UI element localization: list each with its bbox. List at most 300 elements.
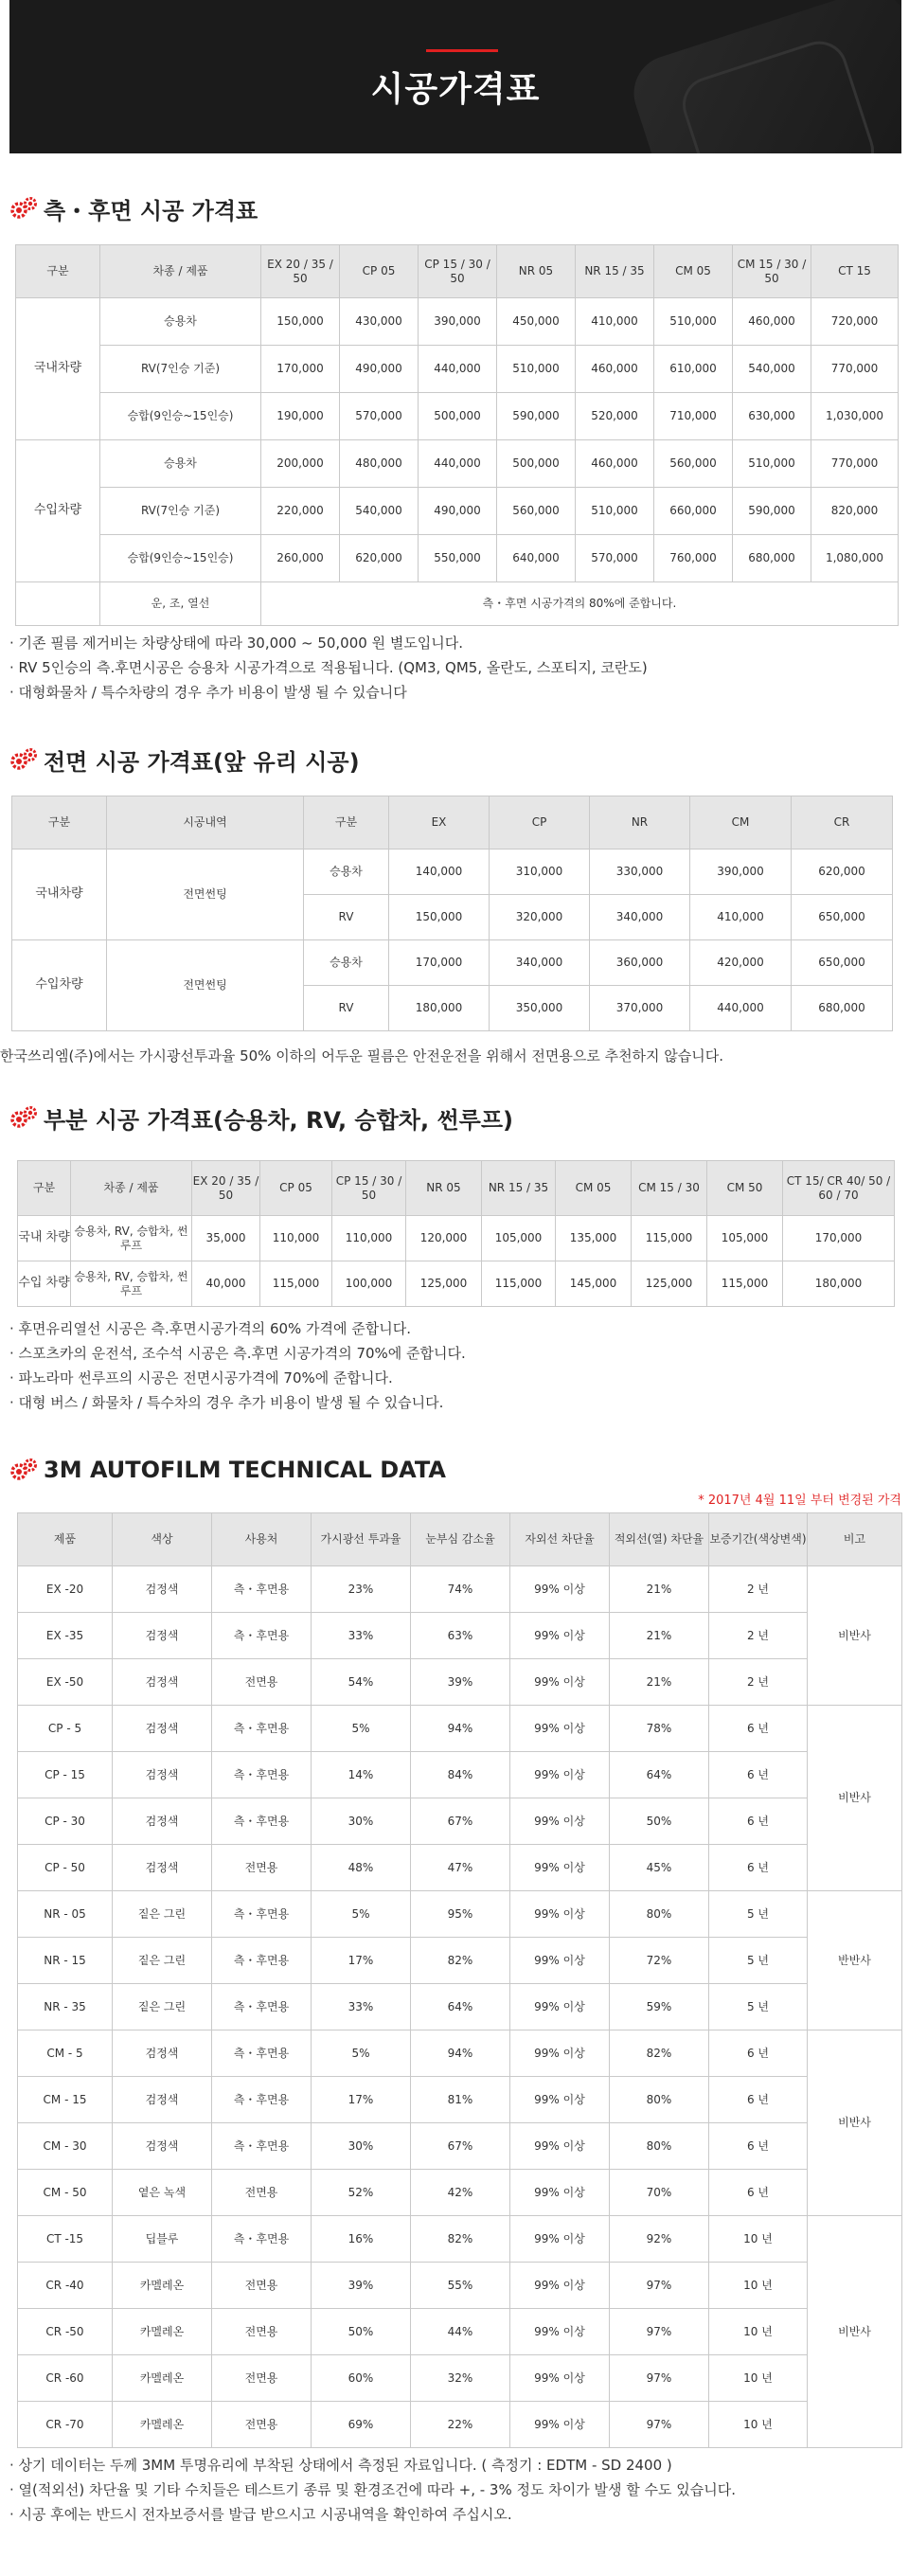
data-cell: 10 년: [709, 2263, 808, 2309]
data-cell: 전면용: [212, 2170, 312, 2216]
data-cell: 5%: [312, 1706, 411, 1752]
data-cell: 전면용: [212, 2263, 312, 2309]
price-cell: 460,000: [576, 346, 654, 393]
price-cell: 560,000: [497, 488, 576, 535]
vehicle-type: 승용차: [304, 850, 389, 895]
column-header: NR 05: [497, 245, 576, 298]
data-cell: 64%: [411, 1984, 510, 2030]
vehicle-type: 승합(9인승~15인승): [100, 535, 261, 582]
price-cell: 500,000: [497, 440, 576, 488]
price-cell: 720,000: [811, 298, 899, 346]
data-cell: 17%: [312, 1938, 411, 1984]
price-cell: 490,000: [419, 488, 497, 535]
remark-cell: 비반사: [808, 2030, 902, 2216]
data-cell: 카멜레온: [113, 2263, 212, 2309]
vehicle-type: 승용차, RV, 승합차, 썬루프: [71, 1216, 192, 1261]
vehicle-type: RV(7인승 기준): [100, 346, 261, 393]
table-row: [18, 1984, 902, 2030]
data-cell: 30%: [312, 1798, 411, 1845]
data-cell: CR -40: [18, 2263, 113, 2309]
table-row: [16, 535, 899, 582]
data-cell: 97%: [610, 2355, 709, 2402]
data-cell: CM - 15: [18, 2077, 113, 2123]
section-front-heading: [9, 743, 360, 776]
price-cell: 420,000: [690, 940, 792, 986]
price-cell: 180,000: [389, 986, 490, 1031]
data-cell: 39%: [312, 2263, 411, 2309]
price-cell: 260,000: [261, 535, 340, 582]
data-cell: 검정색: [113, 2030, 212, 2077]
data-cell: 14%: [312, 1752, 411, 1798]
price-cell: 170,000: [783, 1216, 895, 1261]
data-cell: 92%: [610, 2216, 709, 2263]
data-cell: 10 년: [709, 2216, 808, 2263]
price-cell: 115,000: [707, 1261, 783, 1307]
column-header: 비고: [808, 1513, 902, 1566]
group-label: 수입 차량: [18, 1261, 71, 1307]
data-cell: 6 년: [709, 1798, 808, 1845]
data-cell: 카멜레온: [113, 2402, 212, 2448]
price-cell: 590,000: [733, 488, 811, 535]
work-type: 전면썬팅: [107, 850, 304, 940]
data-cell: 99% 이상: [510, 2030, 610, 2077]
data-cell: 5%: [312, 1891, 411, 1938]
data-cell: 측・후면용: [212, 2030, 312, 2077]
table-row: [18, 2309, 902, 2355]
data-cell: 측・후면용: [212, 1938, 312, 1984]
column-header: EX: [389, 796, 490, 850]
data-cell: 99% 이상: [510, 1938, 610, 1984]
data-cell: 99% 이상: [510, 2309, 610, 2355]
note-line: · 대형화물차 / 특수차량의 경우 추가 비용이 발생 될 수 있습니다: [9, 684, 407, 701]
price-cell: 410,000: [576, 298, 654, 346]
data-cell: 84%: [411, 1752, 510, 1798]
price-cell: 570,000: [576, 535, 654, 582]
column-header: 구분: [16, 245, 100, 298]
data-cell: 63%: [411, 1613, 510, 1659]
column-header: CT 15: [811, 245, 899, 298]
data-cell: 80%: [610, 1891, 709, 1938]
header-row: [12, 796, 893, 850]
extra-note: 측・후면 시공가격의 80%에 준합니다.: [261, 582, 899, 626]
data-cell: 99% 이상: [510, 2402, 610, 2448]
column-header: CM 05: [654, 245, 733, 298]
data-cell: CT -15: [18, 2216, 113, 2263]
data-cell: 39%: [411, 1659, 510, 1706]
price-cell: 550,000: [419, 535, 497, 582]
data-cell: 55%: [411, 2263, 510, 2309]
data-cell: 74%: [411, 1566, 510, 1613]
section-side-title: 측・후면 시공 가격표: [44, 197, 258, 224]
price-cell: 110,000: [260, 1216, 332, 1261]
data-cell: 99% 이상: [510, 1659, 610, 1706]
note-line: · 스포츠카의 운전석, 조수석 시공은 측.후면 시공가격의 70%에 준합니다.: [9, 1345, 466, 1362]
vehicle-type: RV: [304, 986, 389, 1031]
column-header: CM 05: [556, 1161, 632, 1216]
data-cell: 32%: [411, 2355, 510, 2402]
data-cell: 94%: [411, 2030, 510, 2077]
column-header: NR: [590, 796, 690, 850]
price-cell: 540,000: [733, 346, 811, 393]
price-cell: 200,000: [261, 440, 340, 488]
gears-icon: [9, 1105, 40, 1130]
column-header: CP 15 / 30 / 50: [332, 1161, 406, 1216]
data-cell: 99% 이상: [510, 1752, 610, 1798]
table-row: [12, 940, 893, 986]
data-cell: 5 년: [709, 1984, 808, 2030]
data-cell: EX -50: [18, 1659, 113, 1706]
table-row: [18, 1216, 895, 1261]
price-cell: 660,000: [654, 488, 733, 535]
price-cell: 770,000: [811, 440, 899, 488]
header-row: [18, 1513, 902, 1566]
price-cell: 540,000: [340, 488, 419, 535]
data-cell: 측・후면용: [212, 2077, 312, 2123]
column-header: 사용처: [212, 1513, 312, 1566]
data-cell: 82%: [411, 1938, 510, 1984]
column-header: NR 15 / 35: [576, 245, 654, 298]
data-cell: 94%: [411, 1706, 510, 1752]
price-cell: 410,000: [690, 895, 792, 940]
note-line: · 후면유리열선 시공은 측.후면시공가격의 60% 가격에 준합니다.: [9, 1320, 412, 1337]
note-line: · 파노라마 썬루프의 시공은 전면시공가격에 70%에 준합니다.: [9, 1369, 393, 1386]
data-cell: CR -50: [18, 2309, 113, 2355]
data-cell: 6 년: [709, 2030, 808, 2077]
gears-icon: [9, 747, 40, 772]
price-cell: 115,000: [260, 1261, 332, 1307]
price-cell: 115,000: [632, 1216, 707, 1261]
price-cell: 450,000: [497, 298, 576, 346]
data-cell: 6 년: [709, 1845, 808, 1891]
data-cell: 검정색: [113, 1566, 212, 1613]
price-cell: 680,000: [792, 986, 893, 1031]
blank-cell: [16, 582, 100, 626]
data-cell: NR - 05: [18, 1891, 113, 1938]
data-cell: CM - 5: [18, 2030, 113, 2077]
data-cell: 67%: [411, 2123, 510, 2170]
price-cell: 440,000: [690, 986, 792, 1031]
table-row: [18, 1706, 902, 1752]
price-cell: 170,000: [389, 940, 490, 986]
price-cell: 480,000: [340, 440, 419, 488]
price-cell: 630,000: [733, 393, 811, 440]
data-cell: 옅은 녹색: [113, 2170, 212, 2216]
data-cell: 99% 이상: [510, 2216, 610, 2263]
table-row: [16, 488, 899, 535]
price-cell: 105,000: [707, 1216, 783, 1261]
price-cell: 430,000: [340, 298, 419, 346]
data-cell: 99% 이상: [510, 2123, 610, 2170]
data-cell: 전면용: [212, 1659, 312, 1706]
table-row: [18, 2402, 902, 2448]
price-cell: 100,000: [332, 1261, 406, 1307]
data-cell: 69%: [312, 2402, 411, 2448]
table-row: [18, 1798, 902, 1845]
header-row: [16, 245, 899, 298]
table-row: [18, 1613, 902, 1659]
data-cell: 측・후면용: [212, 2123, 312, 2170]
table-row: [18, 1938, 902, 1984]
price-cell: 330,000: [590, 850, 690, 895]
data-cell: 47%: [411, 1845, 510, 1891]
vehicle-type: 승용차: [100, 440, 261, 488]
vehicle-type: 승용차: [100, 298, 261, 346]
data-cell: 짙은 그린: [113, 1984, 212, 2030]
data-cell: CM - 50: [18, 2170, 113, 2216]
table-row: [18, 2355, 902, 2402]
data-cell: 54%: [312, 1659, 411, 1706]
data-cell: 5 년: [709, 1938, 808, 1984]
data-cell: 짙은 그린: [113, 1891, 212, 1938]
data-cell: CR -70: [18, 2402, 113, 2448]
column-header: CT 15/ CR 40/ 50 / 60 / 70: [783, 1161, 895, 1216]
price-cell: 125,000: [406, 1261, 482, 1307]
column-header: CP 05: [260, 1161, 332, 1216]
work-type: 전면썬팅: [107, 940, 304, 1031]
data-cell: 45%: [610, 1845, 709, 1891]
table-row: [16, 298, 899, 346]
data-cell: 50%: [312, 2309, 411, 2355]
data-cell: NR - 35: [18, 1984, 113, 2030]
vehicle-type: RV(7인승 기준): [100, 488, 261, 535]
column-header: 차종 / 제품: [71, 1161, 192, 1216]
data-cell: 6 년: [709, 2123, 808, 2170]
data-cell: 99% 이상: [510, 1613, 610, 1659]
price-cell: 110,000: [332, 1216, 406, 1261]
data-cell: 64%: [610, 1752, 709, 1798]
column-header: 보증기간(색상변색): [709, 1513, 808, 1566]
data-cell: 카멜레온: [113, 2309, 212, 2355]
data-cell: 97%: [610, 2402, 709, 2448]
data-cell: NR - 15: [18, 1938, 113, 1984]
table-row: [18, 1752, 902, 1798]
side-price-table: [15, 244, 899, 626]
price-cell: 510,000: [576, 488, 654, 535]
price-cell: 360,000: [590, 940, 690, 986]
partial-notes: [9, 1316, 466, 1415]
data-cell: 딥블루: [113, 2216, 212, 2263]
data-cell: 82%: [411, 2216, 510, 2263]
data-cell: 검정색: [113, 1706, 212, 1752]
price-cell: 145,000: [556, 1261, 632, 1307]
data-cell: 60%: [312, 2355, 411, 2402]
banner-accent-line: [426, 49, 498, 52]
price-cell: 820,000: [811, 488, 899, 535]
data-cell: 99% 이상: [510, 1891, 610, 1938]
table-row: [16, 346, 899, 393]
data-cell: 2 년: [709, 1613, 808, 1659]
data-cell: 10 년: [709, 2402, 808, 2448]
column-header: 차종 / 제품: [100, 245, 261, 298]
price-cell: 520,000: [576, 393, 654, 440]
table-row: [18, 2170, 902, 2216]
column-header: 색상: [113, 1513, 212, 1566]
data-cell: 측・후면용: [212, 1566, 312, 1613]
data-cell: 전면용: [212, 1845, 312, 1891]
group-label: 국내차량: [16, 298, 100, 440]
price-cell: 590,000: [497, 393, 576, 440]
price-cell: 190,000: [261, 393, 340, 440]
data-cell: CP - 50: [18, 1845, 113, 1891]
price-cell: 440,000: [419, 346, 497, 393]
data-cell: 짙은 그린: [113, 1938, 212, 1984]
section-side-heading: [9, 192, 258, 224]
price-cell: 510,000: [733, 440, 811, 488]
column-header: 자외선 차단율: [510, 1513, 610, 1566]
data-cell: 82%: [610, 2030, 709, 2077]
price-cell: 180,000: [783, 1261, 895, 1307]
data-cell: 검정색: [113, 2077, 212, 2123]
data-cell: CR -60: [18, 2355, 113, 2402]
price-cell: 310,000: [490, 850, 590, 895]
note-line: · 시공 후에는 반드시 전자보증서를 발급 받으시고 시공내역을 확인하여 주십시오.: [9, 2506, 512, 2523]
price-cell: 710,000: [654, 393, 733, 440]
data-cell: CP - 15: [18, 1752, 113, 1798]
front-note: 한국쓰리엠(주)에서는 가시광선투과율 50% 이하의 어두운 필름은 안전운전을 위해서 전면용으로 추천하지 않습니다.: [0, 1047, 724, 1064]
data-cell: EX -20: [18, 1566, 113, 1613]
data-cell: 5%: [312, 2030, 411, 2077]
data-cell: 22%: [411, 2402, 510, 2448]
price-cell: 140,000: [389, 850, 490, 895]
column-header: CM 15 / 30 / 50: [733, 245, 811, 298]
section-front-title: 전면 시공 가격표(앞 유리 시공): [44, 748, 360, 776]
price-cell: 490,000: [340, 346, 419, 393]
section-partial-heading: [9, 1101, 513, 1134]
data-cell: 99% 이상: [510, 1845, 610, 1891]
data-cell: 42%: [411, 2170, 510, 2216]
data-cell: 72%: [610, 1938, 709, 1984]
column-header: 구분: [304, 796, 389, 850]
data-cell: 16%: [312, 2216, 411, 2263]
price-cell: 35,000: [192, 1216, 260, 1261]
data-cell: 전면용: [212, 2355, 312, 2402]
side-notes: [9, 631, 648, 705]
price-cell: 135,000: [556, 1216, 632, 1261]
table-row: [18, 2263, 902, 2309]
price-cell: 760,000: [654, 535, 733, 582]
price-change-note: * 2017년 4월 11일 부터 변경된 가격: [698, 1494, 901, 1508]
remark-cell: 비반사: [808, 1706, 902, 1891]
data-cell: 30%: [312, 2123, 411, 2170]
price-cell: 570,000: [340, 393, 419, 440]
column-header: 눈부심 감소율: [411, 1513, 510, 1566]
table-row: [18, 1845, 902, 1891]
price-cell: 650,000: [792, 940, 893, 986]
price-cell: 370,000: [590, 986, 690, 1031]
data-cell: 10 년: [709, 2309, 808, 2355]
note-line: · 대형 버스 / 화물차 / 특수차의 경우 추가 비용이 발생 될 수 있습니다.: [9, 1394, 444, 1411]
table-row: [18, 1891, 902, 1938]
data-cell: 80%: [610, 2077, 709, 2123]
data-cell: 전면용: [212, 2309, 312, 2355]
data-cell: 검정색: [113, 1798, 212, 1845]
vehicle-type: 승용차: [304, 940, 389, 986]
remark-cell: 반반사: [808, 1891, 902, 2030]
data-cell: 검정색: [113, 2123, 212, 2170]
table-row: [18, 2216, 902, 2263]
group-label: 국내차량: [12, 850, 107, 940]
data-cell: 검정색: [113, 1613, 212, 1659]
extra-row: [16, 582, 899, 626]
price-cell: 40,000: [192, 1261, 260, 1307]
data-cell: 33%: [312, 1613, 411, 1659]
data-cell: 99% 이상: [510, 2077, 610, 2123]
price-cell: 640,000: [497, 535, 576, 582]
data-cell: 95%: [411, 1891, 510, 1938]
price-cell: 620,000: [792, 850, 893, 895]
data-cell: 21%: [610, 1613, 709, 1659]
data-cell: 측・후면용: [212, 1613, 312, 1659]
data-cell: 21%: [610, 1566, 709, 1613]
column-header: CM 50: [707, 1161, 783, 1216]
vehicle-type: RV: [304, 895, 389, 940]
data-cell: 99% 이상: [510, 1984, 610, 2030]
data-cell: 70%: [610, 2170, 709, 2216]
data-cell: 검정색: [113, 1752, 212, 1798]
data-cell: 50%: [610, 1798, 709, 1845]
price-cell: 150,000: [389, 895, 490, 940]
column-header: NR 15 / 35: [482, 1161, 556, 1216]
data-cell: 67%: [411, 1798, 510, 1845]
data-cell: 6 년: [709, 1752, 808, 1798]
data-cell: 10 년: [709, 2355, 808, 2402]
data-cell: 측・후면용: [212, 1752, 312, 1798]
table-row: [18, 2123, 902, 2170]
column-header: CP 15 / 30 / 50: [419, 245, 497, 298]
tech-notes: [9, 2453, 736, 2527]
data-cell: 6 년: [709, 2170, 808, 2216]
price-cell: 320,000: [490, 895, 590, 940]
data-cell: 99% 이상: [510, 2263, 610, 2309]
column-header: NR 05: [406, 1161, 482, 1216]
data-cell: 23%: [312, 1566, 411, 1613]
data-cell: 측・후면용: [212, 2216, 312, 2263]
data-cell: 6 년: [709, 2077, 808, 2123]
data-cell: 21%: [610, 1659, 709, 1706]
price-cell: 500,000: [419, 393, 497, 440]
price-cell: 770,000: [811, 346, 899, 393]
data-cell: 99% 이상: [510, 1798, 610, 1845]
data-cell: CP - 5: [18, 1706, 113, 1752]
data-cell: 측・후면용: [212, 1984, 312, 2030]
data-cell: 2 년: [709, 1659, 808, 1706]
price-cell: 220,000: [261, 488, 340, 535]
data-cell: CP - 30: [18, 1798, 113, 1845]
column-header: CP: [490, 796, 590, 850]
price-cell: 1,080,000: [811, 535, 899, 582]
column-header: EX 20 / 35 / 50: [261, 245, 340, 298]
column-header: CM 15 / 30: [632, 1161, 707, 1216]
column-header: EX 20 / 35 / 50: [192, 1161, 260, 1216]
table-row: [16, 393, 899, 440]
data-cell: 80%: [610, 2123, 709, 2170]
price-cell: 340,000: [590, 895, 690, 940]
title-banner: [9, 0, 901, 153]
section-partial-title: 부분 시공 가격표(승용차, RV, 승합차, 썬루프): [44, 1106, 513, 1134]
column-header: 제품: [18, 1513, 113, 1566]
section-tech-title: 3M AUTOFILM TECHNICAL DATA: [44, 1457, 446, 1483]
column-header: CR: [792, 796, 893, 850]
price-cell: 610,000: [654, 346, 733, 393]
group-label: 국내 차량: [18, 1216, 71, 1261]
data-cell: 99% 이상: [510, 2355, 610, 2402]
data-cell: CM - 30: [18, 2123, 113, 2170]
price-cell: 125,000: [632, 1261, 707, 1307]
data-cell: 59%: [610, 1984, 709, 2030]
table-row: [18, 2077, 902, 2123]
gears-icon: [9, 196, 40, 221]
data-cell: 측・후면용: [212, 1798, 312, 1845]
